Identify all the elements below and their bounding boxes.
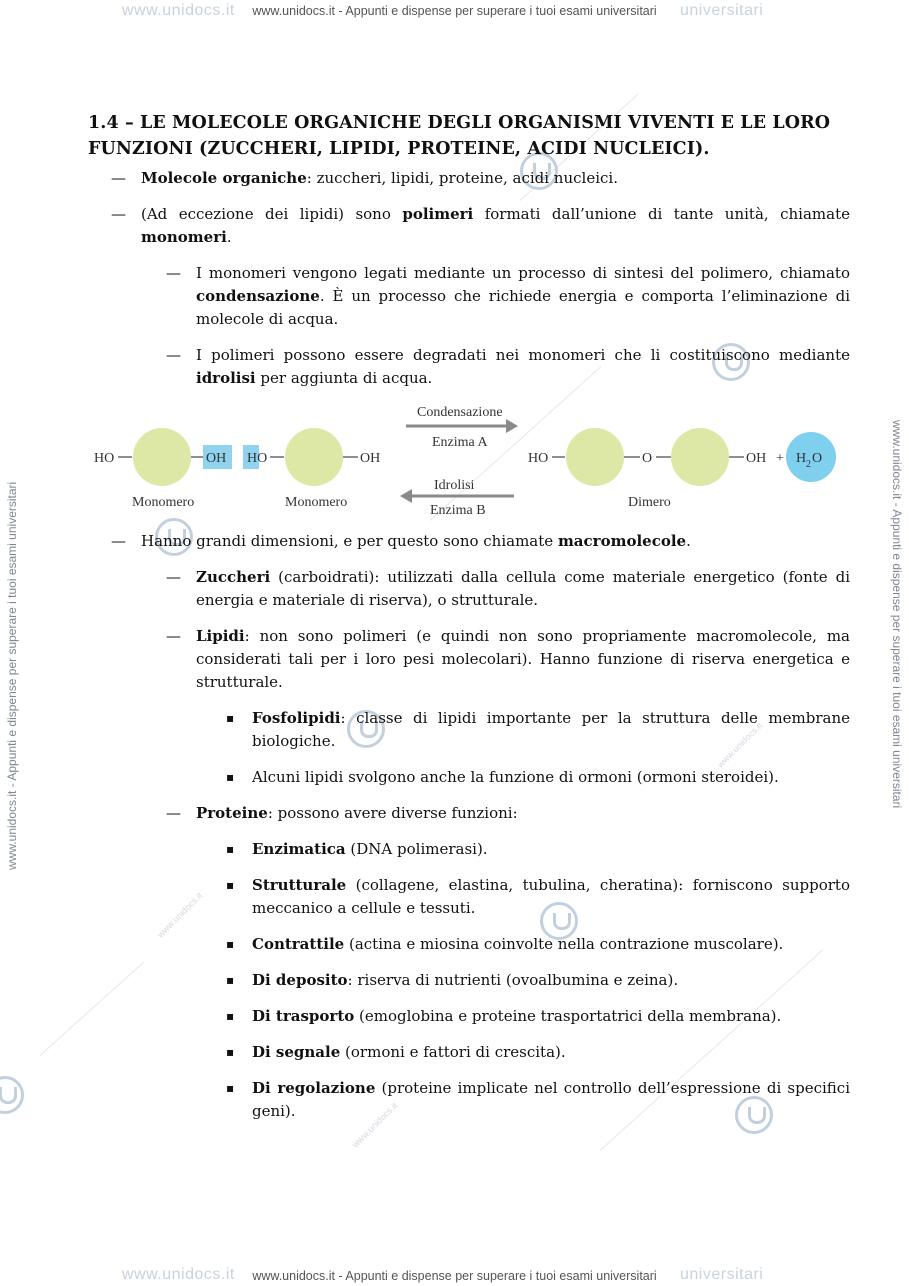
watermark-small: www.unidocs.it bbox=[715, 720, 765, 770]
oh-label: OH bbox=[746, 451, 767, 466]
ho-label: HO bbox=[94, 451, 115, 466]
bullet-marker: ▪ bbox=[226, 937, 235, 951]
water-subscript: 2 bbox=[806, 459, 811, 470]
ghost-watermark-bottom-left: www.unidocs.it bbox=[122, 1266, 235, 1283]
list-item: ▪ Alcuni lipidi svolgono anche la funzione di ormoni (ormoni steroidei). bbox=[252, 766, 850, 789]
list-item: ▪ Strutturale (collagene, elastina, tubulina, cheratina): forniscono supporto meccanico a cellule e tessuti. bbox=[226, 876, 850, 917]
hydrolysis-label: Idrolisi bbox=[434, 478, 475, 493]
forward-arrowhead bbox=[506, 419, 518, 433]
list-item: — Molecole organiche: zuccheri, lipidi, proteine, acidi nucleici. bbox=[141, 167, 850, 190]
bullet-marker: ▪ bbox=[226, 1081, 235, 1095]
dash-marker: — bbox=[111, 205, 126, 223]
watermark-logo-icon bbox=[0, 1076, 24, 1114]
dash-marker: — bbox=[111, 532, 126, 550]
dimer-label: Dimero bbox=[628, 495, 671, 510]
header-watermark: www.unidocs.it - Appunti e dispense per superare i tuoi esami universitari bbox=[252, 4, 657, 18]
list-item: ▪ Fosfolipidi: classe di lipidi importante per la struttura delle membrane biologiche. bbox=[226, 709, 850, 750]
enzyme-a-label: Enzima A bbox=[432, 435, 488, 450]
monomer-label: Monomero bbox=[285, 495, 348, 510]
ghost-watermark-bottom-right: universitari bbox=[680, 1266, 764, 1283]
bullet-marker: ▪ bbox=[226, 1045, 235, 1059]
watermark-small: www.unidocs.it bbox=[155, 890, 205, 940]
oh-label: OH bbox=[360, 451, 381, 466]
page-content bbox=[88, 110, 850, 1123]
side-watermark-right: www.unidocs.it - Appunti e dispense per superare i tuoi esami universitari bbox=[890, 420, 904, 809]
list-item: ▪ Di segnale (ormoni e fattori di crescita). bbox=[252, 1041, 850, 1064]
side-watermark-left: www.unidocs.it - Appunti e dispense per superare i tuoi esami universitari bbox=[5, 481, 19, 870]
list-item: — I polimeri possono essere degradati nei monomeri che li costituiscono mediante idrolisi per aggiunta di acqua. bbox=[166, 346, 850, 387]
ghost-watermark-top-left: www.unidocs.it bbox=[122, 2, 235, 19]
water-o-label: O bbox=[812, 451, 823, 466]
o-label: O bbox=[642, 451, 653, 466]
footer-watermark: www.unidocs.it - Appunti e dispense per superare i tuoi esami universitari bbox=[252, 1269, 657, 1283]
bullet-marker: ▪ bbox=[226, 1009, 235, 1023]
bullet-marker: ▪ bbox=[226, 878, 235, 892]
dash-marker: — bbox=[166, 264, 181, 282]
condensation-hydrolysis-diagram bbox=[88, 398, 848, 523]
condensation-label: Condensazione bbox=[417, 405, 503, 420]
list-item: — (Ad eccezione dei lipidi) sono polimeri formati dall’unione di tante unità, chiamate monomeri. bbox=[111, 205, 850, 246]
dash-marker: — bbox=[166, 627, 181, 645]
dash-marker: — bbox=[166, 568, 181, 586]
water-h-label: H bbox=[796, 451, 807, 466]
bullet-marker: ▪ bbox=[226, 973, 235, 987]
list-item: — Hanno grandi dimensioni, e per questo sono chiamate macromolecole. bbox=[141, 530, 850, 553]
list-item: — I monomeri vengono legati mediante un processo di sintesi del polimero, chiamato condensazione. È un processo che richiede energia e comporta l’eliminazione di molecole di acqua. bbox=[166, 264, 850, 328]
list-item: — Proteine: possono avere diverse funzioni: bbox=[196, 802, 850, 825]
watermark-small: www.unidocs.it bbox=[350, 1100, 400, 1150]
dash-marker: — bbox=[166, 346, 181, 364]
monomer-label: Monomero bbox=[132, 495, 195, 510]
bullet-marker: ▪ bbox=[226, 842, 235, 856]
plus-sign: + bbox=[776, 451, 784, 466]
list-item: — Zuccheri (carboidrati): utilizzati dalla cellula come materiale energetico (fonte di energia e materiale di riserva), o strutturale. bbox=[166, 568, 850, 609]
list-item: — Lipidi: non sono polimeri (e quindi non sono propriamente macromolecole, ma considerati tali per i loro pesi molecolari). Hanno funzione di riserva energetica e strutturale. bbox=[166, 627, 850, 691]
list-item: ▪ Contrattile (actina e miosina coinvolte nella contrazione muscolare). bbox=[252, 933, 850, 956]
monomer-circle bbox=[285, 428, 343, 486]
dash-marker: — bbox=[166, 804, 181, 822]
ho-label: HO bbox=[247, 451, 268, 466]
water-circle bbox=[786, 432, 836, 482]
list-item: ▪ Di deposito: riserva di nutrienti (ovoalbumina e zeina). bbox=[252, 969, 850, 992]
dash-marker: — bbox=[111, 169, 126, 187]
dimer-circle bbox=[671, 428, 729, 486]
section-title: 1.4 – LE MOLECOLE ORGANICHE DEGLI ORGANISMI VIVENTI E LE LORO FUNZIONI (ZUCCHERI, LIPIDI, PROTEINE, ACIDI NUCLEICI). bbox=[88, 113, 831, 159]
enzyme-b-label: Enzima B bbox=[430, 503, 486, 518]
oh-label: OH bbox=[206, 451, 227, 466]
bullet-marker: ▪ bbox=[226, 711, 235, 725]
bullet-marker: ▪ bbox=[226, 770, 235, 784]
list-item: ▪ Di trasporto (emoglobina e proteine trasportatrici della membrana). bbox=[252, 1005, 850, 1028]
ho-label: HO bbox=[528, 451, 549, 466]
list-item: ▪ Enzimatica (DNA polimerasi). bbox=[252, 838, 850, 861]
dimer-circle bbox=[566, 428, 624, 486]
ghost-watermark-top-right: universitari bbox=[680, 2, 764, 19]
list-item: ▪ Di regolazione (proteine implicate nel controllo dell’espressione di specifici geni). bbox=[226, 1079, 850, 1120]
reverse-arrowhead bbox=[400, 489, 412, 503]
monomer-circle bbox=[133, 428, 191, 486]
